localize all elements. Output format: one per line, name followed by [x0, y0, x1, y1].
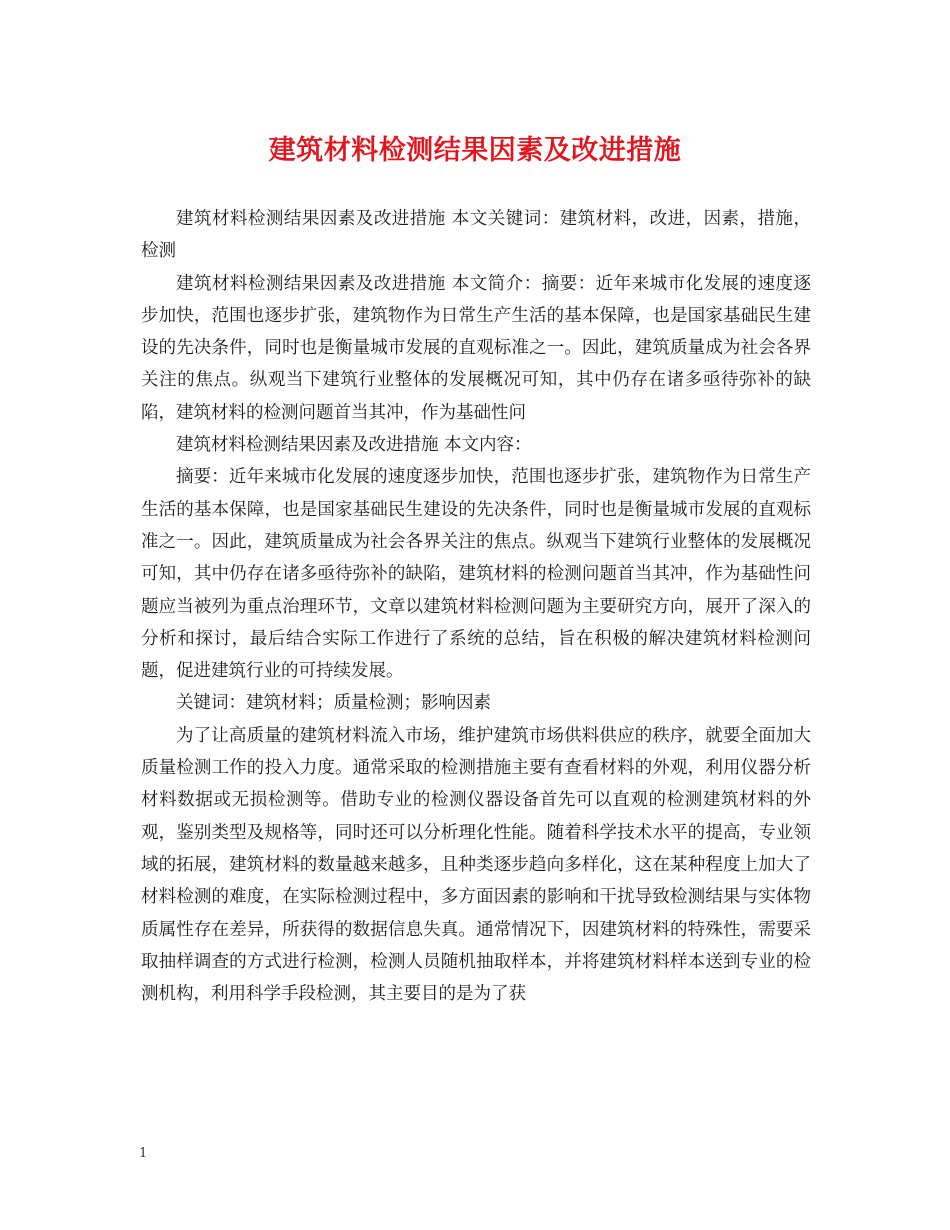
- paragraph-introduction: 建筑材料检测结果因素及改进措施 本文简介：摘要：近年来城市化发展的速度逐步加快，范围也逐步扩张，建筑物作为日常生产生活的基本保障，也是国家基础民生建设的先决条件，同时也是衡量城市发展的直观标准之一。因此，建筑质量成为社会各界关注的焦点。纵观当下建筑行业整体的发展概况可知，其中仍存在诸多亟待弥补的缺陷，建筑材料的检测问题首当其冲，作为基础性问: [141, 273, 811, 423]
- paragraph-keywords-summary: 建筑材料检测结果因素及改进措施 本文关键词：建筑材料，改进，因素，措施，检测: [141, 209, 811, 262]
- document-body: [141, 203, 811, 1010]
- paragraph-keywords: 关键词：建筑材料；质量检测；影响因素: [176, 693, 491, 714]
- paragraph-main-text: 为了让高质量的建筑材料流入市场，维护建筑市场供料供应的秩序，就要全面加大质量检测工作的投入力度。通常采取的检测措施主要有查看材料的外观，利用仪器分析材料数据或无损检测等。借助专业的检测仪器设备首先可以直观的检测建筑材料的外观，鉴别类型及规格等，同时还可以分析理化性能。随着科学技术水平的提高，专业领域的拓展，建筑材料的数量越来越多，且种类逐步趋向多样化，这在某种程度上加大了材料检测的难度，在实际检测过程中，多方面因素的影响和干扰导致检测结果与实体物质属性存在差异，所获得的数据信息失真。通常情况下，因建筑材料的特殊性，需要采取抽样调查的方式进行检测，检测人员随机抽取样本，并将建筑材料样本送到专业的检测机构，利用科学手段检测，其主要目的是为了获: [141, 725, 811, 1005]
- paragraph-abstract: 摘要：近年来城市化发展的速度逐步加快，范围也逐步扩张，建筑物作为日常生产生活的基本保障，也是国家基础民生建设的先决条件，同时也是衡量城市发展的直观标准之一。因此，建筑质量成为社会各界关注的焦点。纵观当下建筑行业整体的发展概况可知，其中仍存在诸多亟待弥补的缺陷，建筑材料的检测问题首当其冲，作为基础性问题应当被列为重点治理环节，文章以建筑材料检测问题为主要研究方向，展开了深入的分析和探讨，最后结合实际工作进行了系统的总结，旨在积极的解决建筑材料检测问题，促进建筑行业的可持续发展。: [141, 467, 811, 682]
- page-number: 1: [139, 1146, 148, 1161]
- paragraph-content-heading: 建筑材料检测结果因素及改进措施 本文内容：: [176, 435, 532, 456]
- document-title: 建筑材料检测结果因素及改进措施: [268, 135, 682, 166]
